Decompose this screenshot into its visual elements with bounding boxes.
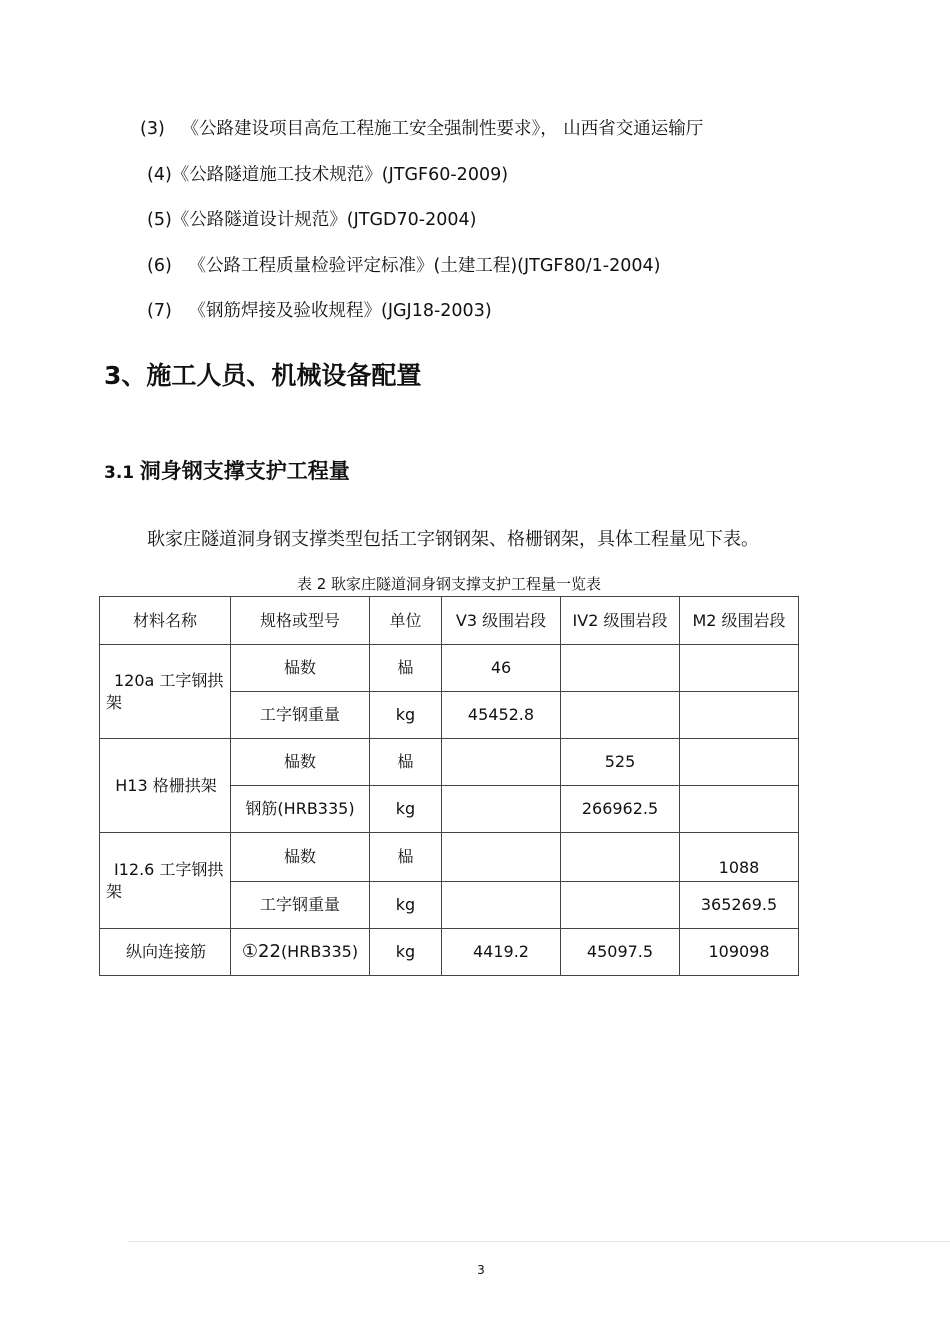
reference-text: 《公路工程质量检验评定标准》(土建工程)(JTGF80/1-2004) (188, 256, 661, 276)
unit-cell: 榀 (370, 833, 442, 882)
reference-number: (6) (147, 256, 172, 276)
table-header-cell: IV2 级围岩段 (561, 597, 680, 645)
table-header-cell: 材料名称 (100, 597, 231, 645)
v3-cell (442, 739, 561, 786)
reference-number: (3) (140, 119, 165, 139)
reference-item-6 (147, 254, 660, 278)
v3-cell: 45452.8 (442, 692, 561, 739)
m2-cell (680, 739, 799, 786)
iv2-cell (561, 692, 680, 739)
table-header-cell: 规格或型号 (231, 597, 370, 645)
material-name-cell: 纵向连接筋 (100, 929, 231, 976)
reference-number: (4) (147, 165, 172, 185)
reference-text: 《公路建设项目高危工程施工安全强制性要求》， 山西省交通运输厅 (181, 119, 704, 139)
spec-cell: 工字钢重量 (231, 692, 370, 739)
spec-cell: 榀数 (231, 739, 370, 786)
v3-cell (442, 882, 561, 929)
spec-suffix: (HRB335) (280, 942, 359, 961)
iv2-cell: 525 (561, 739, 680, 786)
material-name: I12.6 工字钢拱架 (106, 859, 224, 901)
table-header-cell: V3 级围岩段 (442, 597, 561, 645)
unit-cell: kg (370, 882, 442, 929)
table-caption: 表 2 耿家庄隧道洞身钢支撑支护工程量一览表 (296, 575, 602, 593)
table-row (100, 833, 799, 882)
unit-cell: 榀 (370, 645, 442, 692)
reference-item-4 (147, 163, 508, 187)
material-name: 120a 工字钢拱架 (106, 670, 224, 712)
page-number: 3 (477, 1263, 485, 1277)
reference-text: 《公路隧道施工技术规范》(JTGF60-2009) (171, 165, 509, 185)
subsection-title: 洞身钢支撑支护工程量 (139, 459, 350, 483)
iv2-cell (561, 645, 680, 692)
m2-cell (680, 786, 799, 833)
unit-cell: kg (370, 786, 442, 833)
v3-cell (442, 786, 561, 833)
material-name-cell: H13 格栅拱架 (100, 739, 231, 833)
iv2-cell (561, 833, 680, 882)
m2-cell: 1088 (680, 833, 799, 882)
table-row (100, 739, 799, 786)
reference-text: 《钢筋焊接及验收规程》(JGJ18-2003) (188, 301, 492, 321)
reference-item-3 (140, 117, 703, 141)
table-header-cell: 单位 (370, 597, 442, 645)
subsection-heading (104, 456, 350, 488)
iv2-cell: 266962.5 (561, 786, 680, 833)
material-name-cell (100, 645, 231, 739)
subsection-number: 3.1 (104, 463, 135, 483)
unit-cell: kg (370, 929, 442, 976)
material-name-cell (100, 833, 231, 929)
v3-cell: 4419.2 (442, 929, 561, 976)
m2-cell (680, 692, 799, 739)
table-row (100, 645, 799, 692)
body-paragraph: 耿家庄隧道洞身钢支撑类型包括工字钢钢架、格栅钢架，具体工程量见下表。 (147, 529, 759, 550)
v3-cell: 46 (442, 645, 561, 692)
iv2-cell (561, 882, 680, 929)
reference-number: (7) (147, 301, 172, 321)
unit-cell: 榀 (370, 739, 442, 786)
footer-divider (128, 1241, 950, 1242)
spec-cell: 榀数 (231, 645, 370, 692)
m2-cell: 365269.5 (680, 882, 799, 929)
spec-cell: 榀数 (231, 833, 370, 882)
table-row (100, 929, 799, 976)
reference-text: 《公路隧道设计规范》(JTGD70-2004) (171, 210, 477, 230)
reference-item-5 (147, 208, 476, 232)
reference-item-7 (147, 299, 492, 323)
spec-cell (231, 929, 370, 976)
iv2-cell: 45097.5 (561, 929, 680, 976)
v3-cell (442, 833, 561, 882)
m2-cell: 109098 (680, 929, 799, 976)
spec-cell: 钢筋(HRB335) (231, 786, 370, 833)
reference-number: (5) (147, 210, 172, 230)
table-header-row (100, 597, 799, 645)
spec-prefix: ①22 (241, 941, 281, 962)
unit-cell: kg (370, 692, 442, 739)
spec-cell: 工字钢重量 (231, 882, 370, 929)
section-heading: 3、施工人员、机械设备配置 (104, 361, 422, 390)
m2-cell (680, 645, 799, 692)
table-header-cell: M2 级围岩段 (680, 597, 799, 645)
quantity-table (99, 596, 799, 976)
